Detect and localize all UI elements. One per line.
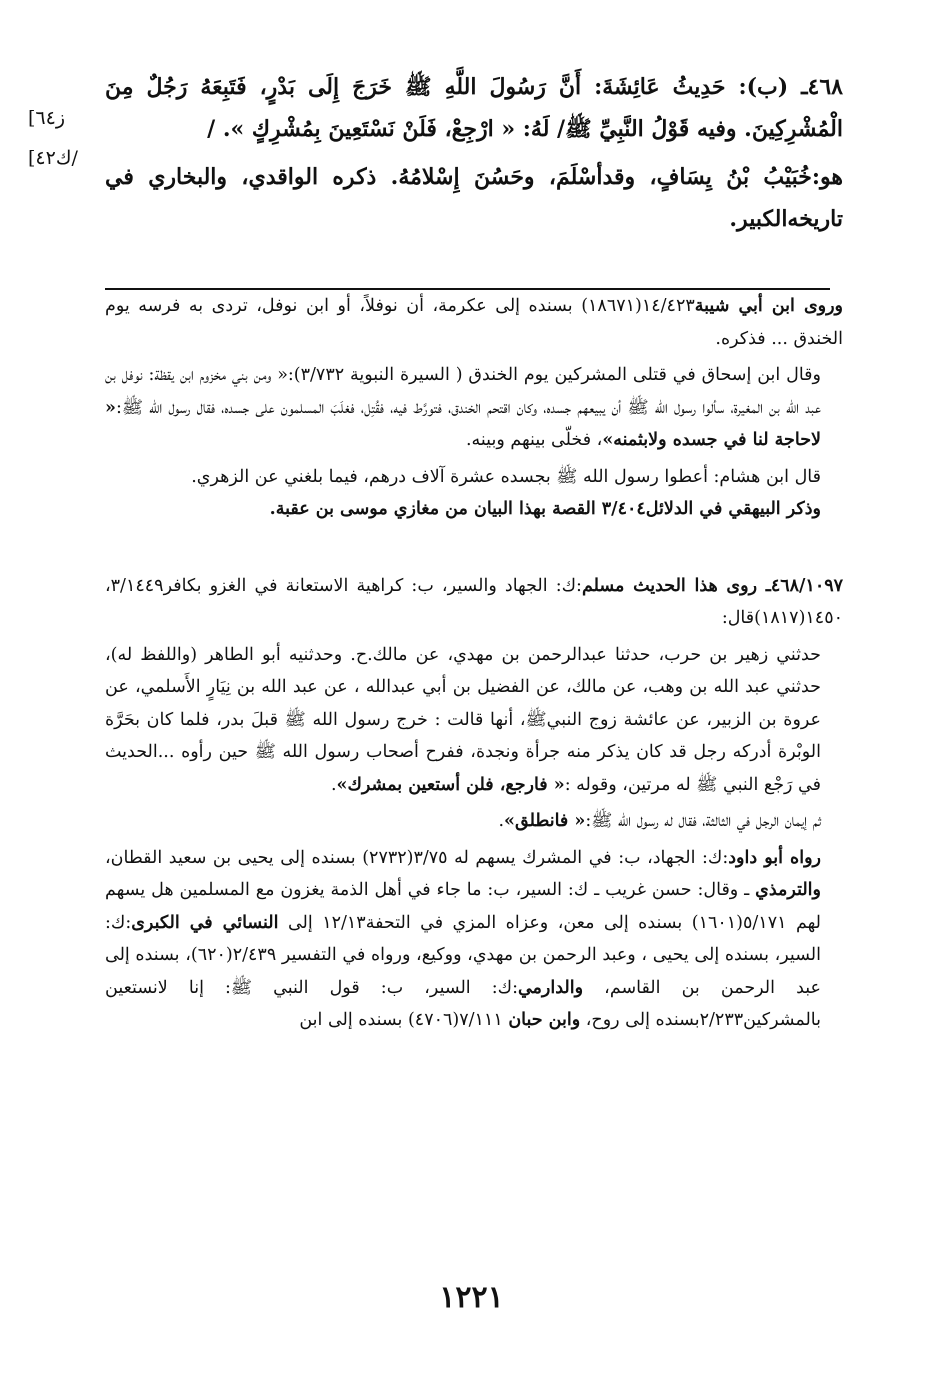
note-muslim [105, 570, 843, 635]
page-number: ١٢٢١ [439, 1280, 504, 1315]
note-ibn-ishaq [105, 359, 843, 457]
note-text: حدثني زهير بن حرب، حدثنا عبدالرحمن بن مهدي، عن مالك.ح. وحدثنيه أبو الطاهر (واللفظ له)، حدثني عبد الله بن وهب، عن مالك، عن الفضيل بن أبي عبدالله ، عن عبد الله بن نِيَارٍ الأَسلمي، عن عروة بن الزبير، عن عائشة زوج النبيﷺ، أنها قالت : خرج رسول الله ﷺ قبلَ بدر، فلما كان بحَرَّة الوبْرة أدركه رجل قد كان يذكر منه جرأة ونجدة، ففرح أصحاب رسول الله ﷺ حين رأوه ...الحديث في رَجْع النبي ﷺ له مرتين، وقوله : [105, 644, 821, 795]
note-text: :ك: الجهاد والسير، ب: كراهية الاستعانة في الغزو بكافر٣/١٤٤٩، ١٤٥٠(١٨١٧)قال: [105, 575, 843, 628]
note-quote-bold: « لاحاجة لنا في جسده ولابثمنه» [105, 397, 821, 450]
note-ibn-abi-shaybah [105, 290, 843, 355]
commentary-paragraph: هو:خُبَيْبُ بْنُ يِسَافٍ، وقدأسْلَمَ، وحَسُنَ إِسْلامُهُ. ذكره الواقدي، والبخاري في تاريخه‌الكبير. [105, 164, 843, 232]
note-source-bold: رواه أبو داود [728, 847, 821, 868]
note-text: ، فخلّى بينهم وبينه. [465, 430, 603, 450]
note-isnad [105, 639, 843, 802]
note-source-bold: النسائي في الكبرى [131, 912, 279, 933]
note-source-bold: وروى ابن أبي شيبة [694, 296, 843, 316]
note-text: :ك: السير، ب: قول النبي ﷺ: إنا لانستعين بالمشركين٢/٢٣٣بسنده إلى روح، [105, 977, 821, 1030]
note-source-bold: ٤٦٨/١٠٩٧ـ روى هذا الحديث مسلم [581, 575, 844, 596]
note-source-bold: وابن حبان [508, 1010, 581, 1030]
note-text: . [498, 811, 505, 831]
hadith-paragraph: ٤٦٨ـ (ب): حَدِيثُ عَائِشَةَ: أَنَّ رَسُولَ اللَّهِ ﷺ خَرَجَ إِلَى بَدْرٍ، فَتَبِعَهُ رَجُلٌ مِنَ الْمُشْرِكِينَ. وفيه قَوْلُ النَّبِيِّ ﷺ/ لَهُ: « ارْجِعْ، فَلَنْ نَسْتَعِينَ بِمُشْرِكٍ ». / [105, 74, 843, 142]
note-quote-bold: « فارجع، فلن أستعين بمشرك» [336, 774, 565, 795]
margin-references [28, 98, 98, 178]
note-text: ٧/١١١(٤٧٠٦) بسنده إلى ابن [299, 1010, 509, 1030]
note-third-time [105, 805, 843, 838]
note-text: ثم إيمان الرجل في الثالثة، فقال له رسول الله ﷺ: [585, 811, 821, 831]
note-text: :ك: السير، بسنده إلى يحيى ، وعبد الرحمن بن مهدي، ووكيع، ورواه في التفسير ٢/٤٣٩(٦٢٠)، بسنده إلى عبد الرحمن بن القاسم، [105, 912, 821, 998]
note-source-bold: والدارمي [517, 977, 584, 998]
footnotes [105, 290, 843, 1037]
note-text: ١٤/٤٢٣(١٨٦٧١) بسنده إلى عكرمة، أن نوفلاً، أو ابن نوفل، تردى به فرسه يوم الخندق ... فذكره. [105, 296, 843, 349]
margin-ref-1: [ز٦٤ [28, 107, 66, 129]
note-text: ـ وقال: حسن غريب ـ ك: السير، ب: ما جاء في أهل الذمة يغزون مع المسلمين هل يسهم لهم ٥/١٧١(١٦٠١) بسنده إلى معن، وعزاه المزي في التحفة١٢/١٣ إلى [105, 880, 821, 933]
note-text: وقال ابن إسحاق في قتلى المشركين يوم الخندق ( السيرة النبوية ٣/٧٣٢):« ومن بني مخزوم ابن يقظة: نوفل بن عبد الله بن المغيرة، سألوا رسول الله ﷺ أن يبيعهم جسده، وكان اقتحم الخندق، فتورَّط فيه، فقُتِل، فغلَبَ المسلمون على جسده، فقال رسول الله ﷺ: [105, 365, 821, 418]
note-quote-bold: « فانطلق» [504, 811, 586, 831]
note-text: . [330, 774, 337, 795]
main-text [105, 66, 843, 240]
margin-ref-2: [ك٤٢/ [28, 147, 78, 169]
note-ibn-hisham: قال ابن هشام: أعطوا رسول الله ﷺ بجسده عشرة آلاف درهم، فيما بلغني عن الزهري. [191, 466, 821, 487]
note-text: :ك: الجهاد، ب: في المشرك يسهم له ٣/٧٥(٢٧٣٢) بسنده إلى يحيى بن سعيد القطان، [105, 847, 729, 868]
note-takhrij [105, 842, 843, 1037]
note-bayhaqi: وذكر البيهقي في الدلائل٣/٤٠٤ القصة بهذا البيان من مغازي موسى بن عقبة. [269, 499, 821, 519]
note-source-bold: والترمذي [755, 880, 821, 900]
